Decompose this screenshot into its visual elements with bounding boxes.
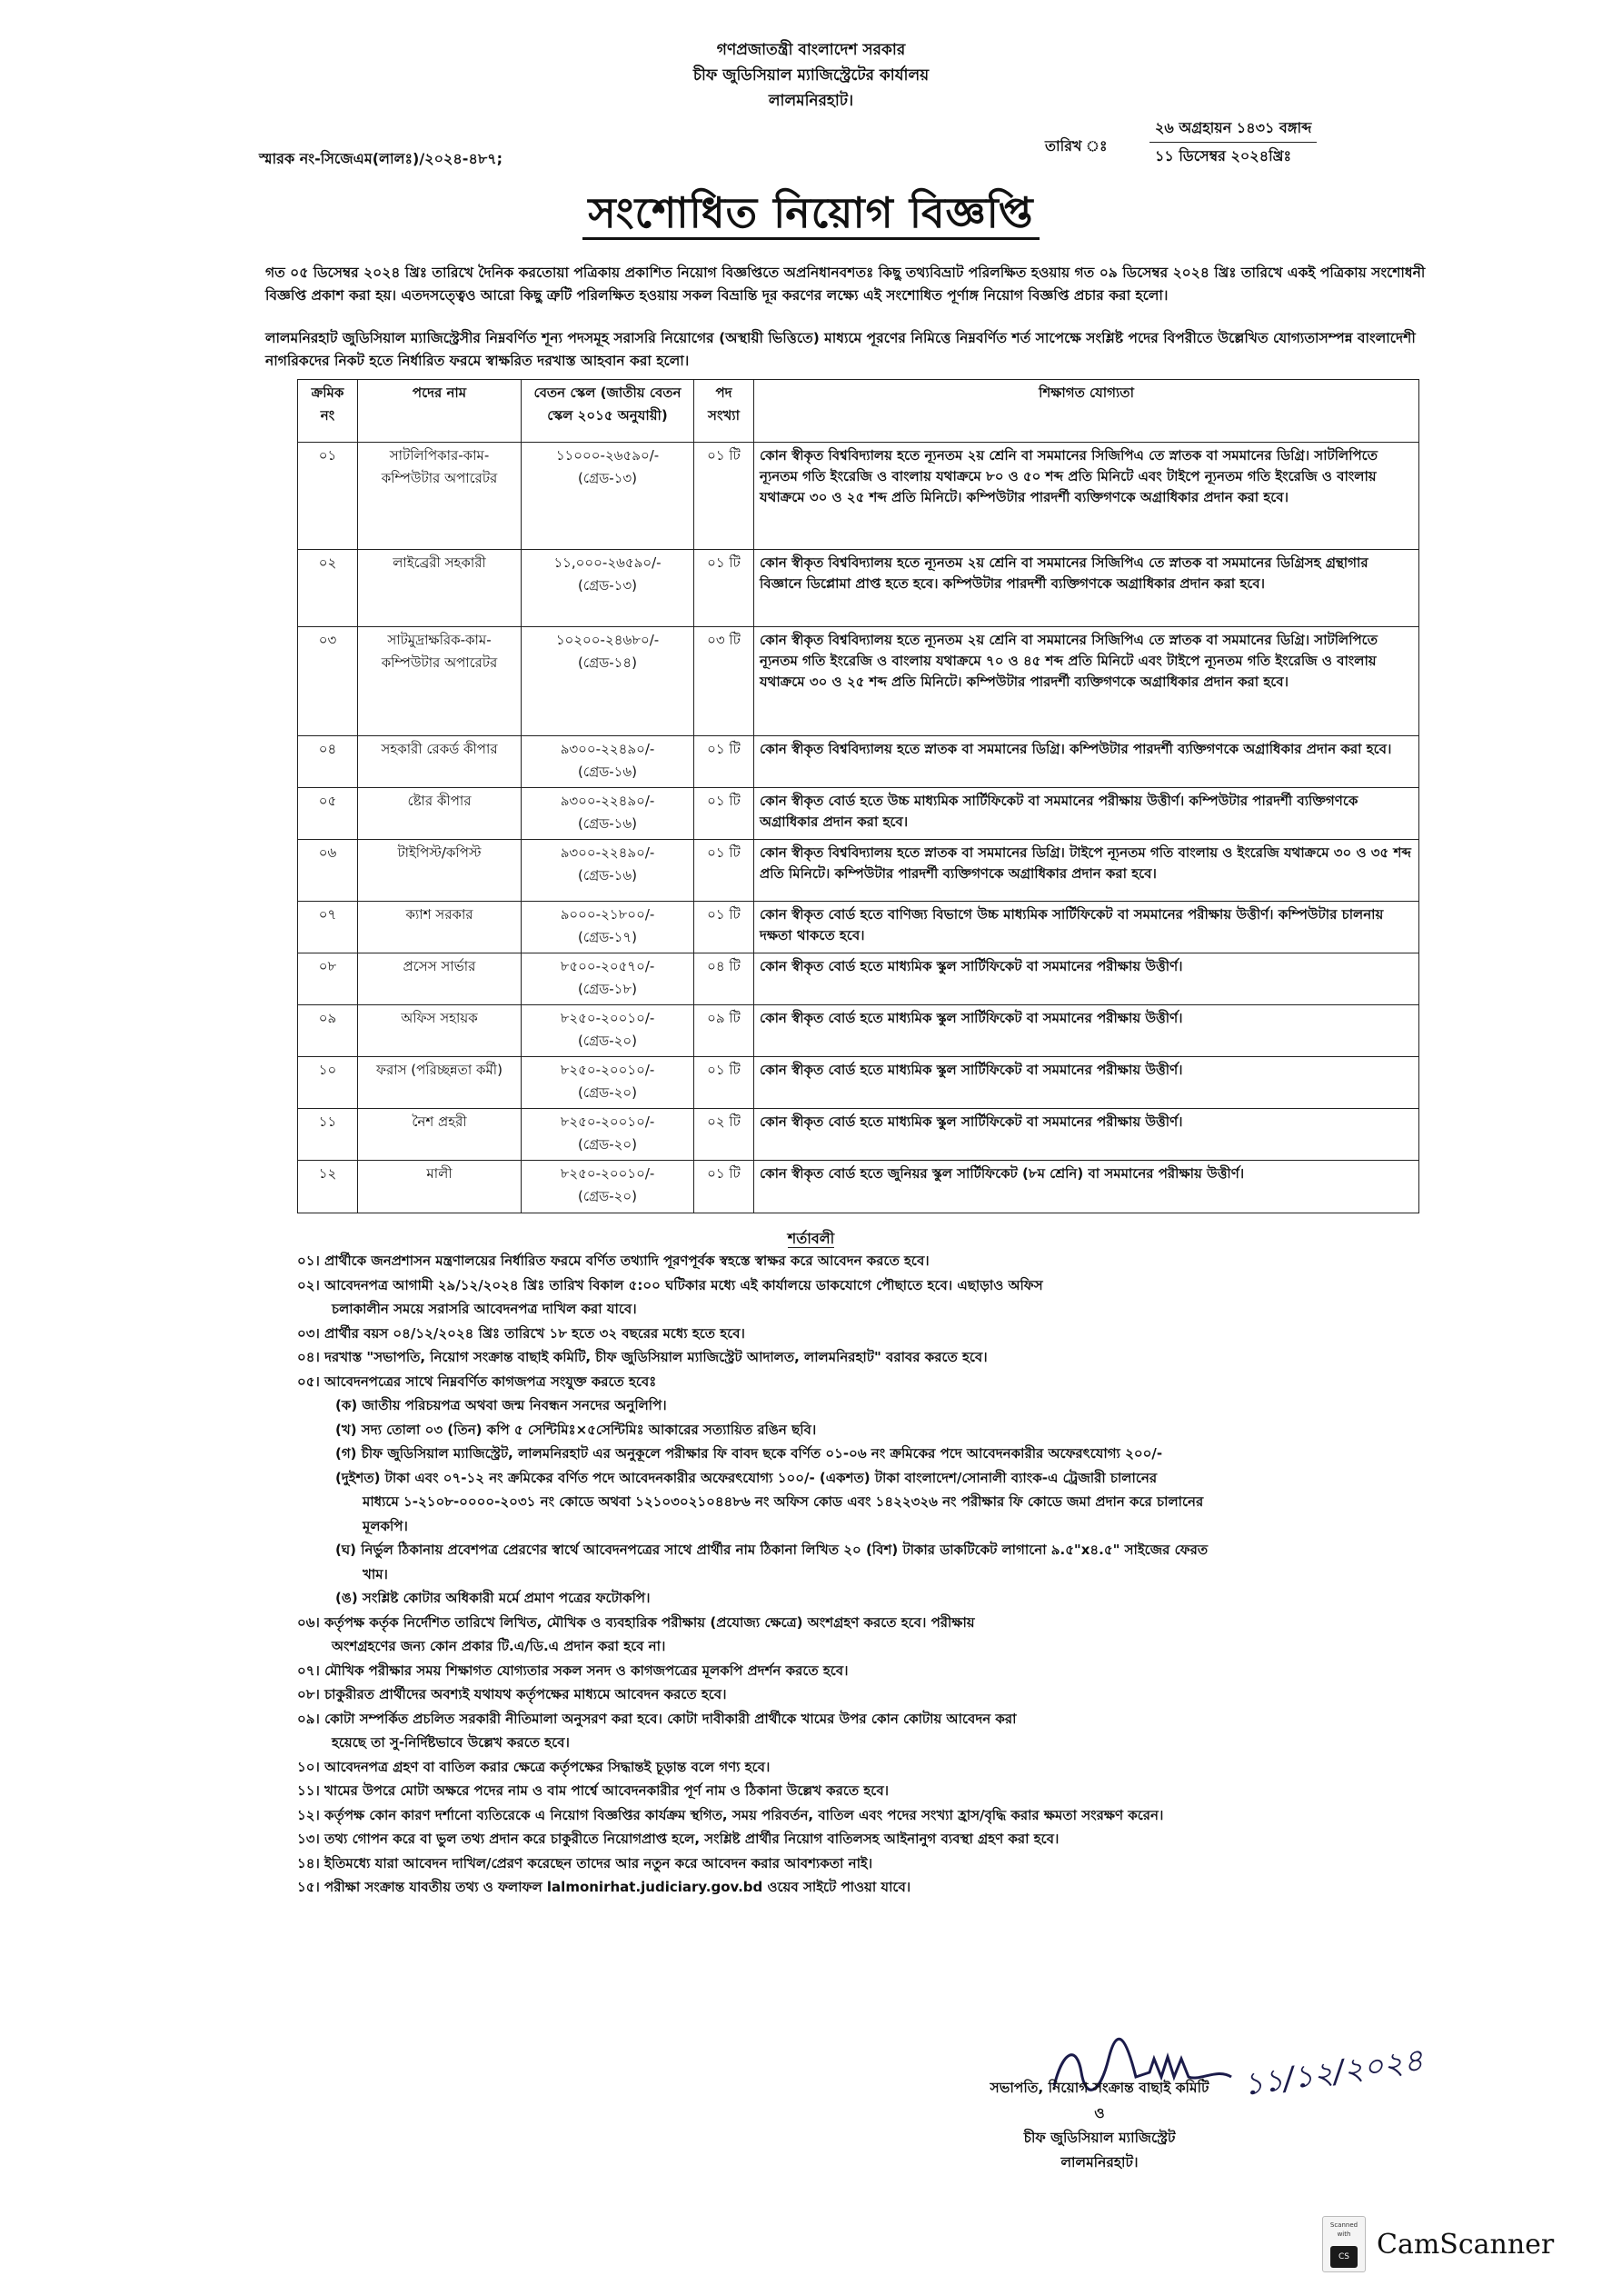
serial-cell: ০৩: [298, 627, 358, 736]
header-qualification: শিক্ষাগত যোগ্যতা: [754, 380, 1419, 443]
term-line: (গ) চীফ জুডিসিয়াল ম্যাজিস্ট্রেট, লালমনিরহাট এর অনুকূলে পরীক্ষার ফি বাবদ ছকে বর্ণিত ০১-০৬ নং ক্রমিকের পদে আবেদনকারীর অফেরৎযোগ্য ২০০/-: [335, 1445, 1163, 1462]
grade: (গ্রেড-১৭): [578, 929, 637, 945]
pay-scale-cell: [522, 1057, 694, 1109]
serial-cell: ০৬: [298, 840, 358, 902]
table-row: [298, 443, 1419, 550]
govt-line: গণপ্রজাতন্ত্রী বাংলাদেশ সরকার: [716, 41, 906, 59]
serial-cell: ০৭: [298, 902, 358, 953]
pay-scale-cell: [522, 736, 694, 788]
grade: (গ্রেড-২০): [578, 1033, 637, 1049]
term-line: মূলকপি।: [363, 1517, 408, 1534]
date-gregorian: ১১ ডিসেম্বর ২০২৪খ্রিঃ: [1155, 147, 1292, 165]
pay-scale-cell: [522, 788, 694, 840]
qualification-cell: কোন স্বীকৃত বোর্ড হতে জুনিয়র স্কুল সার্টিফিকেট (৮ম শ্রেনি) বা সমমানের পরীক্ষায় উত্তীর্ণ।: [754, 1161, 1419, 1213]
post-name-cell: প্রসেস সার্ভার: [358, 953, 522, 1005]
memo-number: স্মারক নং-সিজেএম(লালঃ)/২০২৪-৪৮৭;: [259, 150, 503, 167]
pay-scale: ৮২৫০-২০০১০/-: [560, 1113, 655, 1130]
header-serial: ক্রমিক নং: [298, 380, 358, 443]
post-count-cell: ০৩ টি: [694, 627, 754, 736]
camscanner-watermark: [1322, 2216, 1554, 2272]
table-row: [298, 1057, 1419, 1109]
post-count-cell: ০১ টি: [694, 788, 754, 840]
pay-scale: ৮২৫০-২০০১০/-: [560, 1062, 655, 1078]
pay-scale: ৮৫০০-২০৫৭০/-: [560, 958, 655, 974]
term-line: ১০। আবেদনপত্র গ্রহণ বা বাতিল করার ক্ষেত্রে কর্তৃপক্ষের সিদ্ধান্তই চূড়ান্ত বলে গণ্য হবে।: [297, 1758, 771, 1775]
table-header-row: [298, 380, 1419, 443]
office-location: লালমনিরহাট।: [768, 92, 854, 110]
qualification-cell: কোন স্বীকৃত বিশ্ববিদ্যালয় হতে ন্যূনতম ২য় শ্রেনি বা সমমানের সিজিপিএ তে স্নাতক বা সমমানের ডিগ্রি। সাটলিপিতে ন্যূনতম গতি ইংরেজি ও বাংলায় যথাক্রমে ৭০ ও ৪৫ শব্দ প্রতি মিনিটে এবং টাইপে ন্যূনতম গতি ইংরেজি ও বাংলায় যথাক্রমে ৩০ ও ২৫ শব্দ প্রতি মিনিটে। কম্পিউটার পারদর্শী ব্যক্তিগণকে অগ্রাধিকার প্রদান করা হবে।: [754, 627, 1419, 736]
pay-scale-cell: [522, 840, 694, 902]
qualification-cell: কোন স্বীকৃত বিশ্ববিদ্যালয় হতে ন্যূনতম ২য় শ্রেনি বা সমমানের সিজিপিএ তে স্নাতক বা সমমানের ডিগ্রিসহ গ্রন্থাগার বিজ্ঞানে ডিপ্লোমা প্রাপ্ত হতে হবে। কম্পিউটার পারদর্শী ব্যক্তিগণকে অগ্রাধিকার প্রদান করা হবে।: [754, 550, 1419, 627]
pay-scale-cell: [522, 1005, 694, 1057]
post-count-cell: ০১ টি: [694, 1057, 754, 1109]
term-line: ১১। খামের উপরে মোটা অক্ষরে পদের নাম ও বাম পার্শ্বে আবেদনকারীর পূর্ণ নাম ও ঠিকানা উল্লেখ করতে হবে।: [297, 1782, 890, 1799]
qualification-cell: কোন স্বীকৃত বোর্ড হতে মাধ্যমিক স্কুল সার্টিফিকেট বা সমমানের পরীক্ষায় উত্তীর্ণ।: [754, 1109, 1419, 1161]
qualification-cell: কোন স্বীকৃত বোর্ড হতে মাধ্যমিক স্কুল সার্টিফিকেট বা সমমানের পরীক্ষায় উত্তীর্ণ।: [754, 1005, 1419, 1057]
table-row: [298, 1161, 1419, 1213]
signatory-title: সভাপতি, নিয়োগ সংক্রান্ত বাছাই কমিটি: [990, 2080, 1209, 2096]
grade: (গ্রেড-১৬): [578, 867, 637, 883]
qualification-cell: কোন স্বীকৃত বিশ্ববিদ্যালয় হতে স্নাতক বা সমমানের ডিগ্রি। কম্পিউটার পারদর্শী ব্যক্তিগণকে অগ্রাধিকার প্রদান করা হবে।: [754, 736, 1419, 788]
post-name-cell: ষ্টোর কীপার: [358, 788, 522, 840]
term-line: ১৩। তথ্য গোপন করে বা ভুল তথ্য প্রদান করে চাকুরীতে নিয়োগপ্রাপ্ত হলে, সংশ্লিষ্ট প্রার্থীর নিয়োগ বাতিলসহ আইনানুগ ব্যবস্থা গ্রহণ করা হবে।: [297, 1831, 1060, 1847]
term-line: ০৫। আবেদনপত্রের সাথে নিম্নবর্ণিত কাগজপত্র সংযুক্ত করতে হবেঃ: [297, 1373, 657, 1390]
grade: (গ্রেড-১৪): [578, 654, 637, 671]
pay-scale: ৯৩০০-২২৪৯০/-: [560, 741, 655, 757]
qualification-cell: কোন স্বীকৃত বোর্ড হতে মাধ্যমিক স্কুল সার্টিফিকেট বা সমমানের পরীক্ষায় উত্তীর্ণ।: [754, 1057, 1419, 1109]
grade: (গ্রেড-২০): [578, 1136, 637, 1153]
table-row: [298, 1109, 1419, 1161]
post-name-cell: সাটলিপিকার-কাম-কম্পিউটার অপারেটর: [358, 443, 522, 550]
pay-scale-cell: [522, 953, 694, 1005]
pay-scale: ১১,০০০-২৬৫৯০/-: [553, 554, 662, 571]
post-count-cell: ০১ টি: [694, 1161, 754, 1213]
grade: (গ্রেড-২০): [578, 1188, 637, 1204]
table-row: [298, 902, 1419, 953]
intro-paragraph: গত ০৫ ডিসেম্বর ২০২৪ খ্রিঃ তারিখে দৈনিক করতোয়া পত্রিকায় প্রকাশিত নিয়োগ বিজ্ঞপ্তিতে অপ্রনিধানবশতঃ কিছু তথ্যবিভ্রাট পরিলক্ষিত হওয়ায় গত ০৯ ডিসেম্বর ২০২৪ খ্রিঃ তারিখে একই পত্রিকায় সংশোধনী বিজ্ঞপ্তি প্রকাশ করা হয়। এতদসত্ত্বেও আরো কিছু ত্রুটি পরিলক্ষিত হওয়ায় সকল বিভ্রান্তি দূর করণের লক্ষ্যে এই সংশোধিত পূর্ণাঙ্গ নিয়োগ বিজ্ঞপ্তি প্রচার করা হলো।: [265, 265, 1426, 304]
date-label: তারিখ ঃ: [1045, 137, 1108, 155]
qualification-cell: কোন স্বীকৃত বিশ্ববিদ্যালয় হতে স্নাতক বা সমমানের ডিগ্রি। টাইপে ন্যূনতম গতি বাংলায় ও ইংরেজি যথাক্রমে ৩০ ও ৩৫ শব্দ প্রতি মিনিটে। কম্পিউটার পারদর্শী ব্যক্তিগণকে অগ্রাধিকার প্রদান করা হবে।: [754, 840, 1419, 902]
call-paragraph: লালমনিরহাট জুডিসিয়াল ম্যাজিস্ট্রেসীর নিম্নবর্ণিত শূন্য পদসমূহ সরাসরি নিয়োগের (অস্থায়ী ভিত্তিতে) মাধ্যমে পূরণের নিমিত্তে নিম্নবর্ণিত শর্ত সাপেক্ষে সংশ্লিষ্ট পদের বিপরীতে উল্লেখিত যোগ্যতাসম্পন্ন বাংলাদেশী নাগরিকদের নিকট হতে নির্ধারিত ফরমে স্বাক্ষরিত দরখাস্ত আহবান করা হলো।: [265, 330, 1416, 369]
pay-scale: ৮২৫০-২০০১০/-: [560, 1165, 655, 1182]
term-line: (দুইশত) টাকা এবং ০৭-১২ নং ক্রমিকের বর্ণিত পদে আবেদনকারীর অফেরৎযোগ্য ১০০/- (একশত) টাকা বাংলাদেশ/সোনালী ব্যাংক-এ ট্রেজারী চালানের: [335, 1469, 1158, 1486]
table-row: [298, 1005, 1419, 1057]
term-line: (ঙ) সংশ্লিষ্ট কোটার অধিকারী মর্মে প্রমাণ পত্রের ফটোকপি।: [335, 1590, 651, 1606]
notice-title-text: সংশোধিত নিয়োগ বিজ্ঞপ্তি: [582, 188, 1039, 240]
post-name-cell: সহকারী রেকর্ড কীপার: [358, 736, 522, 788]
pay-scale: ১০২০০-২৪৬৮০/-: [555, 632, 660, 648]
qualification-cell: কোন স্বীকৃত বিশ্ববিদ্যালয় হতে ন্যূনতম ২য় শ্রেনি বা সমমানের সিজিপিএ তে স্নাতক বা সমমানের ডিগ্রি। সাটলিপিতে ন্যূনতম গতি ইংরেজি ও বাংলায় যথাক্রমে ৮০ ও ৫০ শব্দ প্রতি মিনিটে এবং টাইপে ন্যূনতম গতি ইংরেজি ও বাংলায় যথাক্রমে ৩০ ও ২৫ শব্দ প্রতি মিনিটে। কম্পিউটার পারদর্শী ব্যক্তিগণকে অগ্রাধিকার প্রদান করা হবে।: [754, 443, 1419, 550]
grade: (গ্রেড-১৩): [578, 577, 637, 594]
term-line: মাধ্যমে ১-২১০৮-০০০০-২০৩১ নং কোডে অথবা ১২১০৩০২১০৪৪৮৬ নং অফিস কোড এবং ১৪২২৩২৬ নং পরীক্ষার ফি কোডে জমা প্রদান করে চালানের: [363, 1493, 1204, 1510]
table-row: [298, 550, 1419, 627]
term-line: ০৭। মৌখিক পরীক্ষার সময় শিক্ষাগত যোগ্যতার সকল সনদ ও কাগজপত্রের মূলকপি প্রদর্শন করতে হবে।: [297, 1662, 849, 1679]
office-name: চীফ জুডিসিয়াল ম্যাজিস্ট্রেটের কার্যালয়: [692, 66, 930, 85]
term-line: ০৮। চাকুরীরত প্রার্থীদের অবশ্যই যথাযথ কর্তৃপক্ষের মাধ্যমে আবেদন করতে হবে।: [297, 1686, 727, 1702]
term-line: হয়েছে তা সু-নির্দিষ্টভাবে উল্লেখ করতে হবে।: [332, 1734, 570, 1751]
post-name-cell: ফরাস (পরিচ্ছন্নতা কর্মী): [358, 1057, 522, 1109]
serial-cell: ০৯: [298, 1005, 358, 1057]
serial-cell: ০২: [298, 550, 358, 627]
date-bangla: ২৬ অগ্রহায়ন ১৪৩১ বঙ্গাব্দ: [1149, 115, 1317, 143]
term-line: ০৩। প্রার্থীর বয়স ০৪/১২/২০২৪ খ্রিঃ তারিখে ১৮ হতে ৩২ বছরের মধ্যে হতে হবে।: [297, 1324, 745, 1342]
pay-scale: ৮২৫০-২০০১০/-: [560, 1010, 655, 1026]
term-line: (ঘ) নির্ভুল ঠিকানায় প্রবেশপত্র প্রেরণের স্বার্থে আবেদনপত্রের সাথে প্রার্থীর নাম ঠিকানা লিখিত ২০ (বিশ) টাকার ডাকটিকেট লাগানো ৯.৫"x৪.৫" সাইজের ফেরত: [335, 1542, 1209, 1558]
table-row: [298, 627, 1419, 736]
camscanner-icon: CS: [1330, 2246, 1358, 2268]
post-count-cell: ০২ টি: [694, 1109, 754, 1161]
grade: (গ্রেড-২০): [578, 1084, 637, 1101]
term-line: ১৫। পরীক্ষা সংক্রান্ত যাবতীয় তথ্য ও ফলাফল lalmonirhat.judiciary.gov.bd ওয়েব সাইটে পাওয়া যাবে।: [297, 1879, 911, 1895]
post-count-cell: ০১ টি: [694, 443, 754, 550]
camscanner-caption: Scanned with: [1329, 2221, 1358, 2238]
pay-scale-cell: [522, 627, 694, 736]
post-name-cell: লাইব্রেরী সহকারী: [358, 550, 522, 627]
post-count-cell: ০১ টি: [694, 902, 754, 953]
term-line: খাম।: [363, 1565, 388, 1582]
grade: (গ্রেড-১৬): [578, 815, 637, 832]
term-line: ০৯। কোটা সম্পর্কিত প্রচলিত সরকারী নীতিমালা অনুসরণ করা হবে। কোটা দাবীকারী প্রার্থীকে খামের উপর কোন কোটায় আবেদন করা: [297, 1710, 1017, 1727]
term-line: ১৪। ইতিমধ্যে যারা আবেদন দাখিল/প্রেরণ করেছেন তাদের আর নতুন করে আবেদন করার আবশ্যকতা নাই।: [297, 1854, 873, 1872]
posts-table: [297, 379, 1419, 1213]
serial-cell: ০৮: [298, 953, 358, 1005]
signatory-designation: চীফ জুডিসিয়াল ম্যাজিস্ট্রেট: [1023, 2130, 1176, 2146]
serial-cell: ১০: [298, 1057, 358, 1109]
header-scale: বেতন স্কেল (জাতীয় বেতন স্কেল ২০১৫ অনুযায়ী): [522, 380, 694, 443]
pay-scale: ৯৩০০-২২৪৯০/-: [560, 793, 655, 809]
term-line: ০২। আবেদনপত্র আগামী ২৯/১২/২০২৪ খ্রিঃ তারিখ বিকাল ৫:০০ ঘটিকার মধ্যে এই কার্যালয়ে ডাকযোগে পৌছাতে হবে। এছাড়াও অফিস: [297, 1276, 1043, 1293]
terms-title-text: শর্তাবলী: [787, 1230, 835, 1247]
table-row: [298, 736, 1419, 788]
grade: (গ্রেড-১৮): [578, 981, 637, 997]
table-row: [298, 953, 1419, 1005]
pay-scale: ১১০০০-২৬৫৯০/-: [555, 447, 660, 464]
serial-cell: ১১: [298, 1109, 358, 1161]
post-count-cell: ০১ টি: [694, 736, 754, 788]
serial-cell: ০৪: [298, 736, 358, 788]
post-count-cell: ০১ টি: [694, 550, 754, 627]
post-name-cell: ক্যাশ সরকার: [358, 902, 522, 953]
post-name-cell: নৈশ প্রহরী: [358, 1109, 522, 1161]
post-name-cell: অফিস সহায়ক: [358, 1005, 522, 1057]
pay-scale-cell: [522, 443, 694, 550]
table-row: [298, 840, 1419, 902]
handwritten-signature: [1036, 2031, 1426, 2113]
term-line: ০৪। দরখাস্ত "সভাপতি, নিয়োগ সংক্রান্ত বাছাই কমিটি, চীফ জুডিসিয়াল ম্যাজিস্ট্রেট আদালত, লালমনিরহাট" বরাবর করতে হবে।: [297, 1349, 988, 1365]
notice-title: [0, 182, 1622, 251]
serial-cell: ০১: [298, 443, 358, 550]
terms-list: [297, 1249, 1442, 1900]
pay-scale: ৯০০০-২১৮০০/-: [560, 906, 655, 923]
header-count: পদ সংখ্যা: [694, 380, 754, 443]
post-name-cell: মালী: [358, 1161, 522, 1213]
term-line: ০৬। কর্তৃপক্ষ কর্তৃক নির্দেশিত তারিখে লিখিত, মৌখিক ও ব্যবহারিক পরীক্ষায় (প্রযোজ্য ক্ষেত্রে) অংশগ্রহণ করতে হবে। পরীক্ষায়: [297, 1613, 975, 1631]
camscanner-logo: [1322, 2216, 1366, 2272]
term-line: (ক) জাতীয় পরিচয়পত্র অথবা জন্ম নিবন্ধন সনদের অনুলিপি।: [335, 1397, 667, 1413]
handwritten-date: ১১/১২/২০২৪: [1240, 2041, 1426, 2103]
pay-scale: ৯৩০০-২২৪৯০/-: [560, 844, 655, 861]
camscanner-name: CamScanner: [1377, 2228, 1555, 2261]
post-name-cell: টাইপিস্ট/কপিস্ট: [358, 840, 522, 902]
terms-title: [0, 1227, 1622, 1252]
signatory-location: লালমনিরহাট।: [1060, 2154, 1139, 2171]
post-count-cell: ০১ টি: [694, 840, 754, 902]
date-block: [1149, 115, 1317, 170]
header-post: পদের নাম: [358, 380, 522, 443]
post-count-cell: ০৪ টি: [694, 953, 754, 1005]
pay-scale-cell: [522, 1109, 694, 1161]
signatory-conjunction: ও: [1094, 2105, 1105, 2121]
term-line: (খ) সদ্য তোলা ০৩ (তিন) কপি ৫ সেন্টিমিঃ×৫সেন্টিমিঃ আকারের সত্যায়িত রঙিন ছবি।: [335, 1421, 817, 1438]
term-line: অংশগ্রহণের জন্য কোন প্রকার টি.এ/ডি.এ প্রদান করা হবে না।: [332, 1638, 666, 1654]
pay-scale-cell: [522, 1161, 694, 1213]
term-line: ০১। প্রার্থীকে জনপ্রশাসন মন্ত্রণালয়ের নির্ধারিত ফরমে বর্ণিত তথ্যাদি পূরণপূর্বক স্বহস্তে স্বাক্ষর করে আবেদন করতে হবে।: [297, 1253, 930, 1269]
pay-scale-cell: [522, 550, 694, 627]
post-count-cell: ০৯ টি: [694, 1005, 754, 1057]
qualification-cell: কোন স্বীকৃত বোর্ড হতে বাণিজ্য বিভাগে উচ্চ মাধ্যমিক সার্টিফিকেট বা সমমানের পরীক্ষায় উত্তীর্ণ। কম্পিউটার চালনায় দক্ষতা থাকতে হবে।: [754, 902, 1419, 953]
term-line: চলাকালীন সময়ে সরাসরি আবেদনপত্র দাখিল করা যাবে।: [332, 1301, 637, 1317]
grade: (গ্রেড-১৩): [578, 470, 637, 486]
qualification-cell: কোন স্বীকৃত বোর্ড হতে মাধ্যমিক স্কুল সার্টিফিকেট বা সমমানের পরীক্ষায় উত্তীর্ণ।: [754, 953, 1419, 1005]
term-line: ১২। কর্তৃপক্ষ কোন কারণ দর্শানো ব্যতিরেকে এ নিয়োগ বিজ্ঞপ্তির কার্যক্রম স্থগিত, সময় পরিবর্তন, বাতিল এবং পদের সংখ্যা হ্রাস/বৃদ্ধি করার ক্ষমতা সংরক্ষণ করেন।: [297, 1806, 1164, 1823]
post-name-cell: সাটমুদ্রাক্ষরিক-কাম-কম্পিউটার অপারেটর: [358, 627, 522, 736]
pay-scale-cell: [522, 902, 694, 953]
serial-cell: ১২: [298, 1161, 358, 1213]
table-row: [298, 788, 1419, 840]
qualification-cell: কোন স্বীকৃত বোর্ড হতে উচ্চ মাধ্যমিক সার্টিফিকেট বা সমমানের পরীক্ষায় উত্তীর্ণ। কম্পিউটার পারদর্শী ব্যক্তিগণকে অগ্রাধিকার প্রদান করা হবে।: [754, 788, 1419, 840]
serial-cell: ০৫: [298, 788, 358, 840]
grade: (গ্রেড-১৬): [578, 764, 637, 780]
